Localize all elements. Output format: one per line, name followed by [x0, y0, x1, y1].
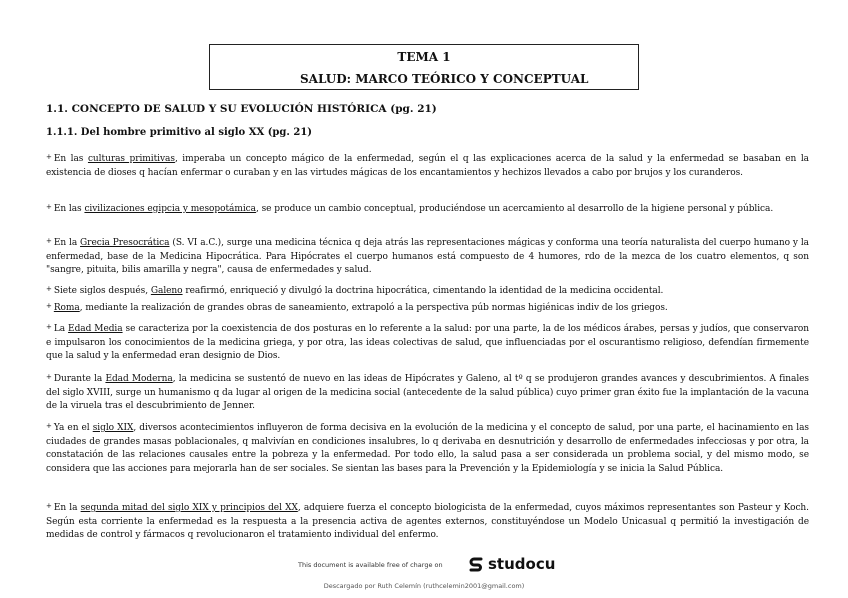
title-box — [209, 44, 639, 90]
paragraph: + Siete siglos después, Galeno reafirmó, enriqueció y divulgó la doctrina hipocrática, cimentando la identidad de la medicina occidental. — [46, 285, 664, 296]
bullet-icon: + — [46, 502, 52, 510]
paragraph: + Durante la Edad Moderna, la medicina se sustentó de nuevo en las ideas de Hipócrates y Galeno, al tº q se produjeron grandes avances y descubrimientos. A finales del siglo XVIII, surge un humanismo q da lugar al origen de la medicina social (antecedente de la salud pública) cuyo primer gran éxito fue la implantación de la vacuna de la viruela tras el descubrimiento de Jenner. — [46, 373, 810, 411]
bullet-icon: + — [46, 285, 52, 293]
section-heading: 1.1. CONCEPTO DE SALUD Y SU EVOLUCIÓN HISTÓRICA (pg. 21) — [46, 103, 437, 115]
download-credit: Descargado por Ruth Celemín (ruthcelemin2001@gmail.com) — [323, 582, 525, 590]
paragraph: + En la Grecia Presocrática (S. VI a.C.), surge una medicina técnica q deja atrás las representaciones mágicas y conforma una teoría naturalista del cuerpo humano y la enfermedad, base de la Medicina Hipocrática. Para Hipócrates el cuerpo humanos está compuesto de 4 humores, rdo de la mezca de los cuatro elementos, q son "sangre, pituita, bilis amarilla y negra", causa de enfermedades y salud. — [46, 237, 809, 275]
underlined-term: segunda mitad del siglo XIX y principios del XX — [80, 503, 298, 513]
subsection-heading: 1.1.1. Del hombre primitivo al siglo XX (pg. 21) — [46, 127, 313, 138]
paragraph: + En las culturas primitivas, imperaba un concepto mágico de la enfermedad, según el q las explicaciones acerca de la salud y la enfermedad se basaban en la existencia de dioses q hacían enfermar o curaban y en las virtudes mágicas de los encantamientos y hechizos llevados a cabo por brujos y los curanderos. — [46, 153, 809, 178]
underlined-term: Edad Moderna — [105, 374, 173, 384]
underlined-term: Galeno — [150, 286, 183, 296]
underlined-term: Grecia Presocrática — [80, 238, 170, 248]
paragraph: + Roma, mediante la realización de grandes obras de saneamiento, extrapoló a la perspectiva púb normas higiénicas indiv de los griegos. — [46, 302, 668, 313]
bullet-icon: + — [46, 373, 52, 381]
bullet-icon: + — [46, 237, 52, 245]
underlined-term: Roma — [53, 303, 80, 313]
paragraph: + En las civilizaciones egipcia y mesopotámica, se produce un cambio conceptual, produciéndose un acercamiento al desarrollo de la higiene personal y pública. — [46, 203, 774, 214]
bullet-icon: + — [46, 203, 52, 211]
paragraph: + La Edad Media se caracteriza por la coexistencia de dos posturas en lo referente a la salud: por una parte, la de los médicos árabes, persas y judíos, que conservaron e impulsaron los conocimientos de la medicina griega, y por otra, las ideas colectivas de salud, que influenciadas por el oscurantismo religioso, defendían firmemente que la salud y la enfermedad eran designio de Dios. — [46, 323, 809, 361]
underlined-term: siglo XIX — [92, 423, 134, 433]
studocu-brand-text: studocu — [488, 555, 556, 573]
page-title: TEMA 1 — [397, 50, 451, 64]
underlined-term: civilizaciones egipcia y mesopotámica — [84, 204, 256, 214]
page-subtitle: SALUD: MARCO TEÓRICO Y CONCEPTUAL — [300, 72, 589, 86]
bullet-icon: + — [46, 422, 52, 430]
studocu-logo-icon — [468, 556, 484, 572]
paragraph: + En la segunda mitad del siglo XIX y principios del XX, adquiere fuerza el concepto biologicista de la enfermedad, cuyos máximos representantes son Pasteur y Koch. Según esta corriente la enfermedad es la respuesta a la presencia activa de agentes externos, constituyéndose un Modelo Unicasual q permitió la investigación de medidas de control y fármacos q revolucionaron el tratamiento individual del enfermo. — [46, 502, 809, 540]
bullet-icon: + — [46, 302, 52, 310]
availability-note: This document is available free of charge on — [298, 561, 443, 569]
bullet-icon: + — [46, 323, 52, 331]
underlined-term: Edad Media — [68, 324, 123, 334]
paragraph: + Ya en el siglo XIX, diversos acontecimientos influyeron de forma decisiva en la evolución de la medicina y el concepto de salud, por una parte, el hacinamiento en las ciudades de grandes masas poblacionales, q malvivían en condiciones insalubres, lo q derivaba en desnutrición y desarrollo de enfermedades infecciosas y por otra, la constatación de las relaciones causales entre la pobreza y la enfermedad. Por todo ello, la salud pasa a ser considerada un problema social, y del mismo modo, se considera que las acciones para mejorarla han de ser sociales. Se sientan las bases para la Prevención y la Epidemiología y se inicia la Salud Pública. — [46, 422, 809, 474]
bullet-icon: + — [46, 153, 52, 161]
underlined-term: culturas primitivas — [87, 154, 175, 164]
studocu-logo[interactable] — [468, 555, 555, 573]
